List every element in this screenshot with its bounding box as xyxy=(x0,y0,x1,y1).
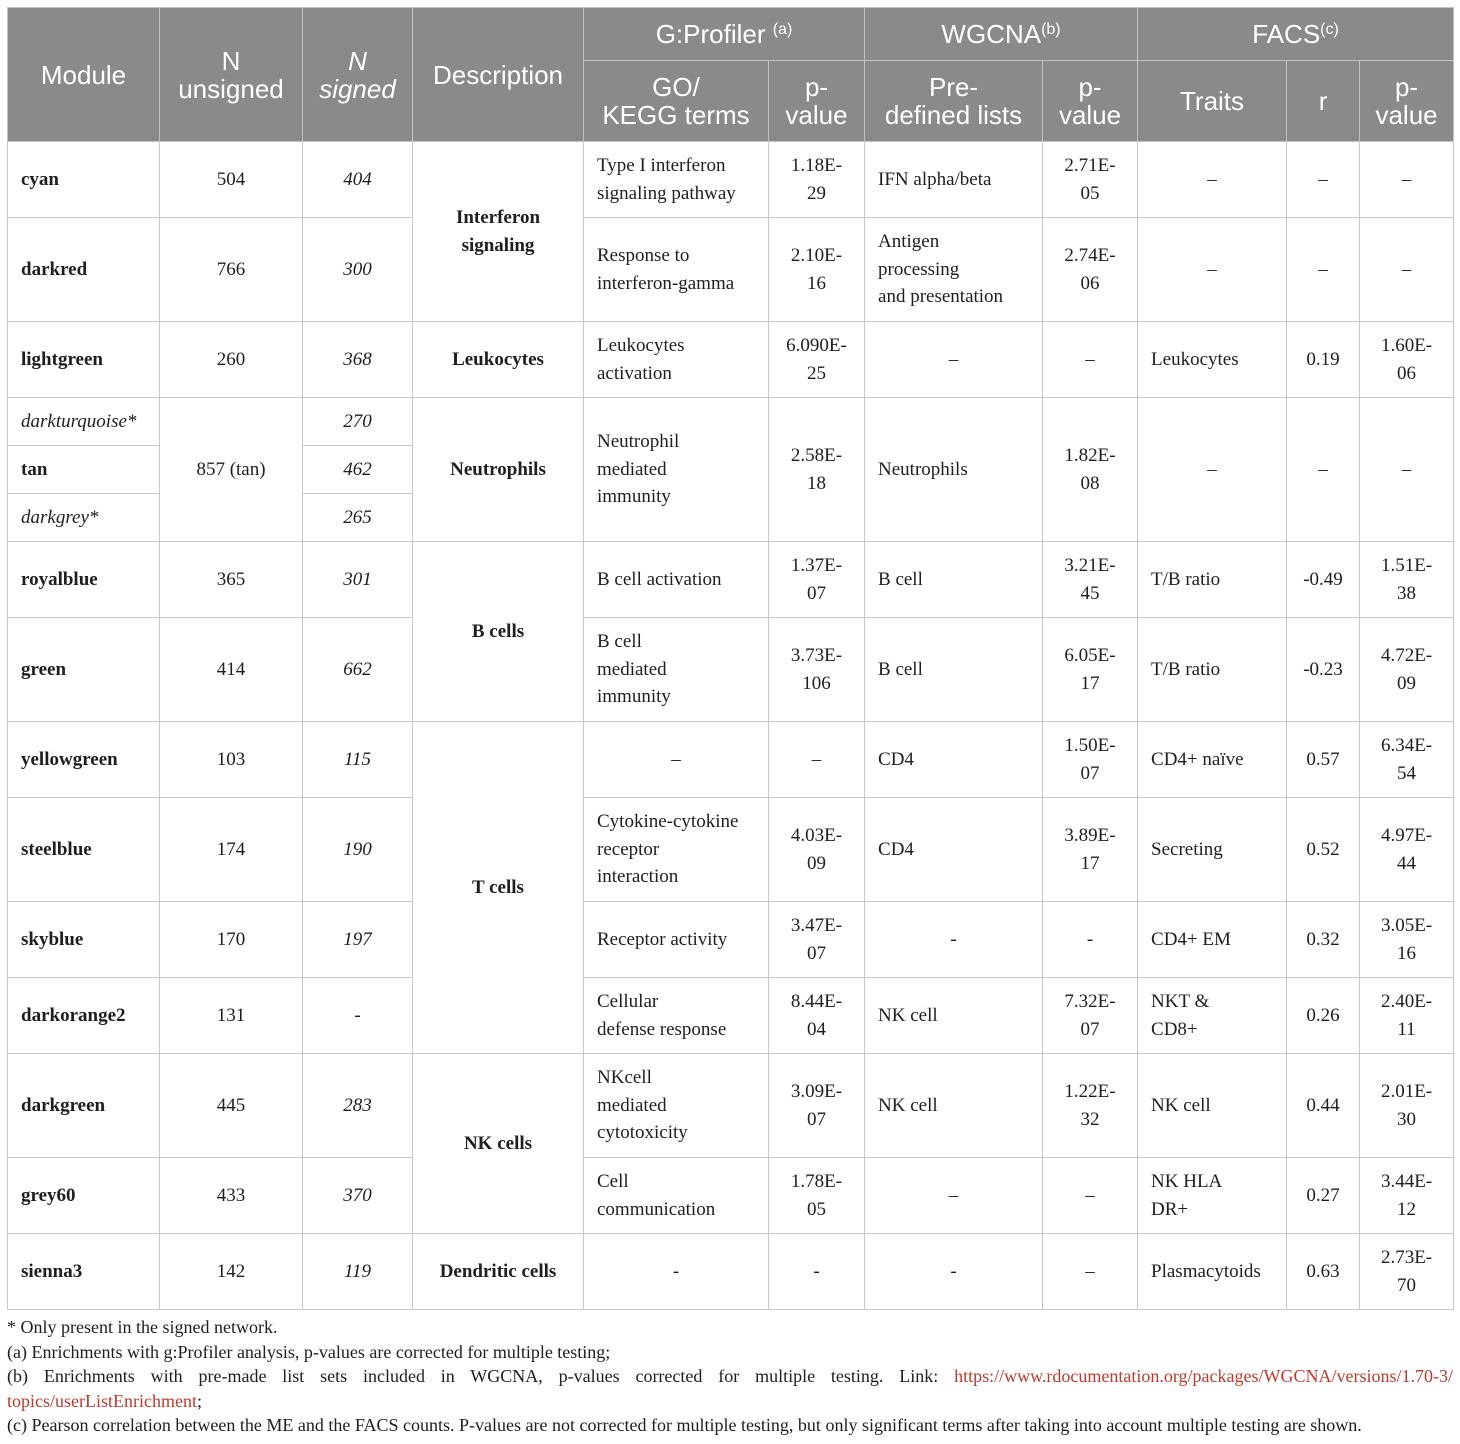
col-gprofiler-pvalue: p- value xyxy=(769,61,865,142)
table-row xyxy=(8,542,1454,618)
wgcna-list: – xyxy=(865,1158,1043,1234)
wgcna-pvalue: – xyxy=(1043,322,1138,398)
module-name: darkturquoise* xyxy=(8,398,160,446)
footnote-a: (a) Enrichments with g:Profiler analysis, p-values are corrected for multiple testing; xyxy=(7,1341,611,1362)
col-wgcna-pvalue: p- value xyxy=(1043,61,1138,142)
n-unsigned: 433 xyxy=(160,1158,303,1234)
go-term: Type I interferon signaling pathway xyxy=(584,142,769,218)
module-name: sienna3 xyxy=(8,1234,160,1310)
table-row xyxy=(8,398,1454,446)
wgcna-pvalue: - xyxy=(1043,902,1138,978)
go-term: Cell communication xyxy=(584,1158,769,1234)
module-name: cyan xyxy=(8,142,160,218)
n-unsigned: 131 xyxy=(160,978,303,1054)
facs-trait: – xyxy=(1138,142,1287,218)
table-row xyxy=(8,978,1454,1054)
n-signed: 119 xyxy=(303,1234,413,1310)
facs-trait: NK cell xyxy=(1138,1054,1287,1158)
description: Leukocytes xyxy=(413,322,584,398)
go-term: – xyxy=(584,722,769,798)
wgcna-list: B cell xyxy=(865,618,1043,722)
table-row xyxy=(8,1234,1454,1310)
n-signed: 265 xyxy=(303,494,413,542)
go-term: Cytokine-cytokine receptor interaction xyxy=(584,798,769,902)
wgcna-pvalue: 1.22E- 32 xyxy=(1043,1054,1138,1158)
module-name: steelblue xyxy=(8,798,160,902)
module-name: darkgreen xyxy=(8,1054,160,1158)
table-row xyxy=(8,218,1454,322)
col-r: r xyxy=(1287,61,1360,142)
facs-r: 0.57 xyxy=(1287,722,1360,798)
table-row xyxy=(8,1158,1454,1234)
module-name: royalblue xyxy=(8,542,160,618)
gprofiler-pvalue: 3.73E- 106 xyxy=(769,618,865,722)
description: T cells xyxy=(413,722,584,1054)
facs-trait: CD4+ EM xyxy=(1138,902,1287,978)
n-signed: 368 xyxy=(303,322,413,398)
n-unsigned: 414 xyxy=(160,618,303,722)
facs-trait: – xyxy=(1138,398,1287,542)
wgcna-list: - xyxy=(865,1234,1043,1310)
module-name: yellowgreen xyxy=(8,722,160,798)
facs-trait: Leukocytes xyxy=(1138,322,1287,398)
group-wgcna: WGCNA$^{(b)}$ xyxy=(865,8,1138,61)
wgcna-list: IFN alpha/beta xyxy=(865,142,1043,218)
facs-r: – xyxy=(1287,142,1360,218)
facs-trait: NK HLA DR+ xyxy=(1138,1158,1287,1234)
gprofiler-pvalue: 2.58E- 18 xyxy=(769,398,865,542)
facs-pvalue: 3.44E- 12 xyxy=(1360,1158,1454,1234)
facs-trait: T/B ratio xyxy=(1138,542,1287,618)
go-term: Cellular defense response xyxy=(584,978,769,1054)
facs-pvalue: 1.51E- 38 xyxy=(1360,542,1454,618)
facs-r: 0.63 xyxy=(1287,1234,1360,1310)
wgcna-pvalue: 1.82E- 08 xyxy=(1043,398,1138,542)
go-term: Leukocytes activation xyxy=(584,322,769,398)
table-body xyxy=(8,142,1454,1310)
facs-pvalue: 2.01E- 30 xyxy=(1360,1054,1454,1158)
n-signed: 662 xyxy=(303,618,413,722)
group-gprofiler: G:Profiler $^{(a)}$ xyxy=(584,8,865,61)
wgcna-pvalue: 7.32E- 07 xyxy=(1043,978,1138,1054)
module-name: lightgreen xyxy=(8,322,160,398)
facs-pvalue: 4.97E- 44 xyxy=(1360,798,1454,902)
facs-pvalue: 1.60E- 06 xyxy=(1360,322,1454,398)
facs-trait: T/B ratio xyxy=(1138,618,1287,722)
gprofiler-pvalue: 4.03E- 09 xyxy=(769,798,865,902)
go-term: Neutrophil mediated immunity xyxy=(584,398,769,542)
wgcna-list: B cell xyxy=(865,542,1043,618)
description: Dendritic cells xyxy=(413,1234,584,1310)
module-name: skyblue xyxy=(8,902,160,978)
go-term: B cell activation xyxy=(584,542,769,618)
facs-r: – xyxy=(1287,218,1360,322)
facs-r: 0.44 xyxy=(1287,1054,1360,1158)
n-signed: 462 xyxy=(303,446,413,494)
n-unsigned: 103 xyxy=(160,722,303,798)
group-facs: FACS$^{(c)}$ xyxy=(1138,8,1454,61)
col-traits: Traits xyxy=(1138,61,1287,142)
module-name: tan xyxy=(8,446,160,494)
wgcna-pvalue: 2.71E- 05 xyxy=(1043,142,1138,218)
wgcna-list: CD4 xyxy=(865,722,1043,798)
facs-r: 0.26 xyxy=(1287,978,1360,1054)
col-facs-pvalue: p- value xyxy=(1360,61,1454,142)
facs-trait: CD4+ naïve xyxy=(1138,722,1287,798)
facs-pvalue: 2.73E- 70 xyxy=(1360,1234,1454,1310)
gprofiler-pvalue: – xyxy=(769,722,865,798)
gprofiler-pvalue: 1.78E- 05 xyxy=(769,1158,865,1234)
table-row xyxy=(8,142,1454,218)
facs-trait: – xyxy=(1138,218,1287,322)
module-name: darkorange2 xyxy=(8,978,160,1054)
module-name: grey60 xyxy=(8,1158,160,1234)
gprofiler-pvalue: 3.47E- 07 xyxy=(769,902,865,978)
n-signed: 115 xyxy=(303,722,413,798)
gprofiler-pvalue: 1.18E- 29 xyxy=(769,142,865,218)
go-term: B cell mediated immunity xyxy=(584,618,769,722)
facs-trait: NKT & CD8+ xyxy=(1138,978,1287,1054)
gprofiler-pvalue: 3.09E- 07 xyxy=(769,1054,865,1158)
wgcna-pvalue: 3.21E- 45 xyxy=(1043,542,1138,618)
facs-r: -0.49 xyxy=(1287,542,1360,618)
n-signed: 300 xyxy=(303,218,413,322)
n-signed: 370 xyxy=(303,1158,413,1234)
table-row xyxy=(8,322,1454,398)
wgcna-pvalue: – xyxy=(1043,1158,1138,1234)
col-description: Description xyxy=(413,8,584,142)
n-unsigned: 504 xyxy=(160,142,303,218)
col-n-unsigned: N unsigned xyxy=(160,8,303,142)
facs-pvalue: 2.40E- 11 xyxy=(1360,978,1454,1054)
description: Interferon signaling xyxy=(413,142,584,322)
module-name: darkred xyxy=(8,218,160,322)
col-n-signed: N signed xyxy=(303,8,413,142)
table-footnotes xyxy=(7,1315,1453,1438)
facs-pvalue: – xyxy=(1360,398,1454,542)
n-unsigned: 857 (tan) xyxy=(160,398,303,542)
table-row xyxy=(8,722,1454,798)
footnote-star: * Only present in the signed network. xyxy=(7,1317,278,1337)
facs-r: -0.23 xyxy=(1287,618,1360,722)
facs-trait: Secreting xyxy=(1138,798,1287,902)
go-term: Receptor activity xyxy=(584,902,769,978)
table-header xyxy=(8,8,1454,142)
module-name: green xyxy=(8,618,160,722)
n-signed: 270 xyxy=(303,398,413,446)
n-unsigned: 260 xyxy=(160,322,303,398)
module-name: darkgrey* xyxy=(8,494,160,542)
facs-r: – xyxy=(1287,398,1360,542)
wgcna-list: NK cell xyxy=(865,1054,1043,1158)
wgcna-pvalue: – xyxy=(1043,1234,1138,1310)
table-row xyxy=(8,798,1454,902)
footnote-b-continued: topics/userListEnrichment; xyxy=(7,1390,202,1411)
go-term: Response to interferon-gamma xyxy=(584,218,769,322)
table-row xyxy=(8,618,1454,722)
n-signed: - xyxy=(303,978,413,1054)
col-go-kegg: GO/ KEGG terms xyxy=(584,61,769,142)
description: Neutrophils xyxy=(413,398,584,542)
table-row xyxy=(8,1054,1454,1158)
facs-pvalue: 6.34E- 54 xyxy=(1360,722,1454,798)
wgcna-list: - xyxy=(865,902,1043,978)
wgcna-pvalue: 6.05E- 17 xyxy=(1043,618,1138,722)
wgcna-list: Neutrophils xyxy=(865,398,1043,542)
wgcna-list: NK cell xyxy=(865,978,1043,1054)
n-unsigned: 766 xyxy=(160,218,303,322)
facs-r: 0.19 xyxy=(1287,322,1360,398)
facs-pvalue: – xyxy=(1360,218,1454,322)
wgcna-doc-link-continued[interactable]: topics/userListEnrichment xyxy=(7,1390,197,1411)
n-signed: 404 xyxy=(303,142,413,218)
wgcna-doc-link[interactable]: https://www.rdocumentation.org/packages/WGCNA/versions/1.70-3/ xyxy=(954,1366,1453,1386)
wgcna-list: – xyxy=(865,322,1043,398)
wgcna-list: CD4 xyxy=(865,798,1043,902)
n-signed: 197 xyxy=(303,902,413,978)
col-predefined-lists: Pre- defined lists xyxy=(865,61,1043,142)
facs-pvalue: – xyxy=(1360,142,1454,218)
description: NK cells xyxy=(413,1054,584,1234)
gprofiler-pvalue: 2.10E- 16 xyxy=(769,218,865,322)
facs-pvalue: 4.72E- 09 xyxy=(1360,618,1454,722)
wgcna-pvalue: 1.50E- 07 xyxy=(1043,722,1138,798)
facs-trait: Plasmacytoids xyxy=(1138,1234,1287,1310)
gprofiler-pvalue: - xyxy=(769,1234,865,1310)
table-row xyxy=(8,902,1454,978)
module-table xyxy=(7,7,1454,1310)
wgcna-pvalue: 3.89E- 17 xyxy=(1043,798,1138,902)
gprofiler-pvalue: 8.44E- 04 xyxy=(769,978,865,1054)
n-unsigned: 445 xyxy=(160,1054,303,1158)
description: B cells xyxy=(413,542,584,722)
footnote-c: (c) Pearson correlation between the ME and the FACS counts. P-values are not corrected for multiple testing, but only significant terms after taking into account multiple testing are shown. xyxy=(7,1415,1362,1435)
footnote-b: (b) Enrichments with pre-made list sets included in WGCNA, p-values corrected for multiple testing. Link: https://www.rdocumentation.org/packages/WGCNA/versions/1.70-3/ xyxy=(7,1366,1453,1386)
n-signed: 283 xyxy=(303,1054,413,1158)
gprofiler-pvalue: 6.090E- 25 xyxy=(769,322,865,398)
go-term: NKcell mediated cytotoxicity xyxy=(584,1054,769,1158)
go-term: - xyxy=(584,1234,769,1310)
facs-r: 0.52 xyxy=(1287,798,1360,902)
facs-r: 0.27 xyxy=(1287,1158,1360,1234)
facs-r: 0.32 xyxy=(1287,902,1360,978)
n-unsigned: 142 xyxy=(160,1234,303,1310)
gprofiler-pvalue: 1.37E- 07 xyxy=(769,542,865,618)
n-unsigned: 174 xyxy=(160,798,303,902)
col-module: Module xyxy=(8,8,160,142)
wgcna-list: Antigen processing and presentation xyxy=(865,218,1043,322)
facs-pvalue: 3.05E- 16 xyxy=(1360,902,1454,978)
wgcna-pvalue: 2.74E- 06 xyxy=(1043,218,1138,322)
n-signed: 301 xyxy=(303,542,413,618)
n-unsigned: 365 xyxy=(160,542,303,618)
n-signed: 190 xyxy=(303,798,413,902)
n-unsigned: 170 xyxy=(160,902,303,978)
